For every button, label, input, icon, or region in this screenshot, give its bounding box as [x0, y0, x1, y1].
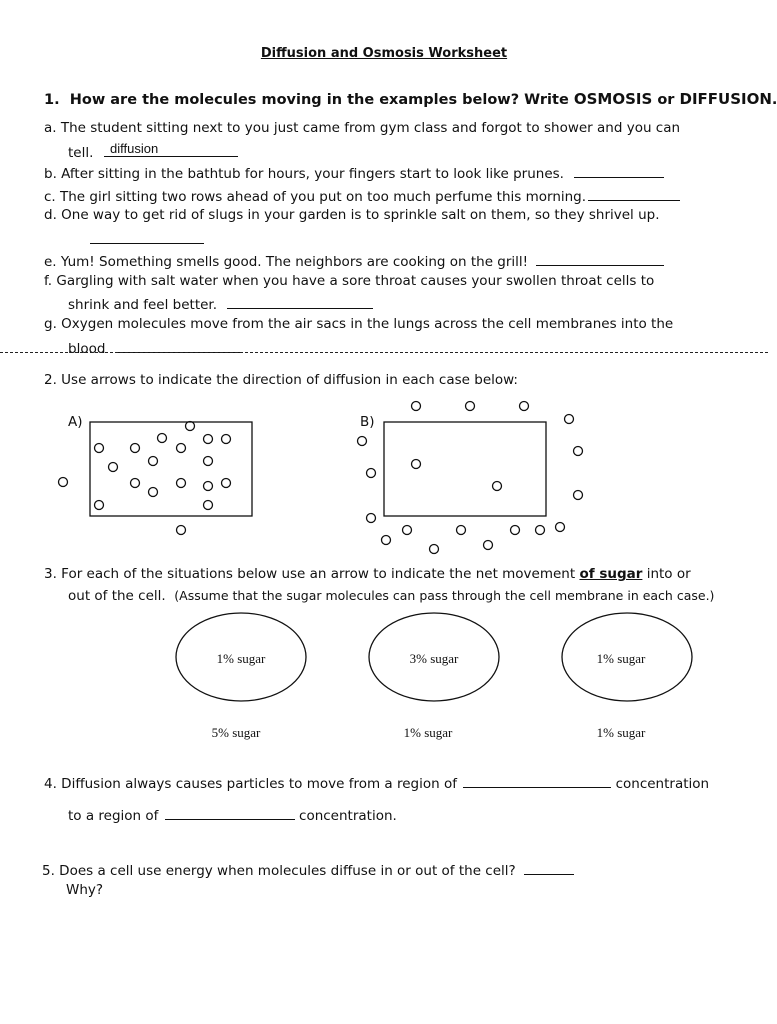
- answer-blank-c[interactable]: [588, 186, 680, 201]
- question-1-number: 1.: [44, 92, 60, 108]
- answer-blank-q4-low[interactable]: [165, 805, 295, 820]
- item-f-line1: f. Gargling with salt water when you have a sore throat causes your swollen throat cells to: [44, 273, 655, 289]
- word-osmosis: OSMOSIS: [573, 90, 653, 108]
- answer-blank-b[interactable]: [574, 163, 664, 178]
- diagram-b-box: [384, 422, 546, 516]
- answer-blank-g[interactable]: [118, 338, 240, 353]
- item-c-text: c. The girl sitting two rows ahead of you put on too much perfume this morning.: [44, 189, 587, 205]
- item-c: [44, 186, 680, 205]
- question-4-line2: [68, 805, 397, 824]
- worksheet-title: Diffusion and Osmosis Worksheet: [260, 46, 508, 61]
- question-2-text: 2. Use arrows to indicate the direction of diffusion in each case below:: [44, 372, 518, 388]
- diagram-a-box: [90, 422, 252, 516]
- question-4-concentration-1: concentration: [615, 776, 710, 792]
- answer-blank-q4-high[interactable]: [463, 773, 611, 788]
- cell-2-outside: 1% sugar: [403, 725, 453, 740]
- item-e-text: e. Yum! Something smells good. The neighbors are cooking on the grill!: [44, 254, 529, 270]
- question-3-line1: [44, 566, 691, 582]
- of-sugar-emphasis: of sugar: [579, 566, 643, 582]
- diagram-a-molecules: [59, 422, 231, 535]
- question-3-into-or: into or: [646, 566, 691, 582]
- question-1-text: How are the molecules moving in the examples below? Write: [69, 92, 569, 108]
- item-a-tell: tell.: [68, 145, 94, 161]
- question-3-out-of-cell: out of the cell.: [68, 588, 166, 604]
- item-b: [44, 163, 664, 182]
- question-4-to-region: to a region of: [68, 808, 159, 824]
- item-d-text: d. One way to get rid of slugs in your garden is to sprinkle salt on them, so they shrivel up.: [44, 207, 660, 223]
- question-5-text: 5. Does a cell use energy when molecules diffuse in or out of the cell?: [42, 863, 516, 879]
- question-5-why: Why?: [66, 882, 104, 898]
- item-g-line1: g. Oxygen molecules move from the air sacs in the lungs across the cell membranes into the: [44, 316, 674, 332]
- section-divider: [0, 352, 768, 353]
- question-4-text: 4. Diffusion always causes particles to move from a region of: [44, 776, 457, 792]
- item-a-line1: a. The student sitting next to you just came from gym class and forgot to shower and you can: [44, 120, 681, 136]
- cell-3-inside: 1% sugar: [596, 651, 646, 666]
- diagram-a-label: A): [68, 414, 83, 430]
- period: .: [771, 92, 777, 108]
- cell-1-outside: 5% sugar: [211, 725, 261, 740]
- item-e: [44, 251, 664, 270]
- item-f-text: shrink and feel better.: [68, 297, 218, 313]
- item-g-line2: [68, 338, 240, 357]
- cell-3-outside: 1% sugar: [596, 725, 646, 740]
- item-b-text: b. After sitting in the bathtub for hours, your fingers start to look like prunes.: [44, 166, 564, 182]
- item-g-text: blood: [68, 341, 106, 357]
- item-f-line2: [68, 294, 373, 313]
- word-or: or: [657, 92, 675, 108]
- cell-1-inside: 1% sugar: [216, 651, 266, 666]
- diagram-b-label: B): [360, 414, 375, 430]
- question-4-line1: [44, 773, 709, 792]
- answer-blank-e[interactable]: [536, 251, 664, 266]
- question-1-prompt: [44, 90, 777, 108]
- answer-a-text: diffusion: [110, 141, 159, 156]
- word-diffusion: DIFFUSION: [679, 90, 772, 108]
- cell-2-inside: 3% sugar: [409, 651, 459, 666]
- question-3-text: 3. For each of the situations below use an arrow to indicate the net movement: [44, 566, 576, 582]
- question-3-line2: [68, 588, 714, 604]
- answer-blank-q5[interactable]: [524, 860, 574, 875]
- question-5-line1: [42, 860, 574, 879]
- answer-blank-d[interactable]: [90, 229, 204, 244]
- question-3-note: (Assume that the sugar molecules can pass through the cell membrane in each case.): [174, 588, 715, 603]
- diagram-b-molecules: [358, 402, 583, 554]
- answer-blank-f[interactable]: [227, 294, 373, 309]
- question-4-concentration-2: concentration.: [299, 808, 397, 824]
